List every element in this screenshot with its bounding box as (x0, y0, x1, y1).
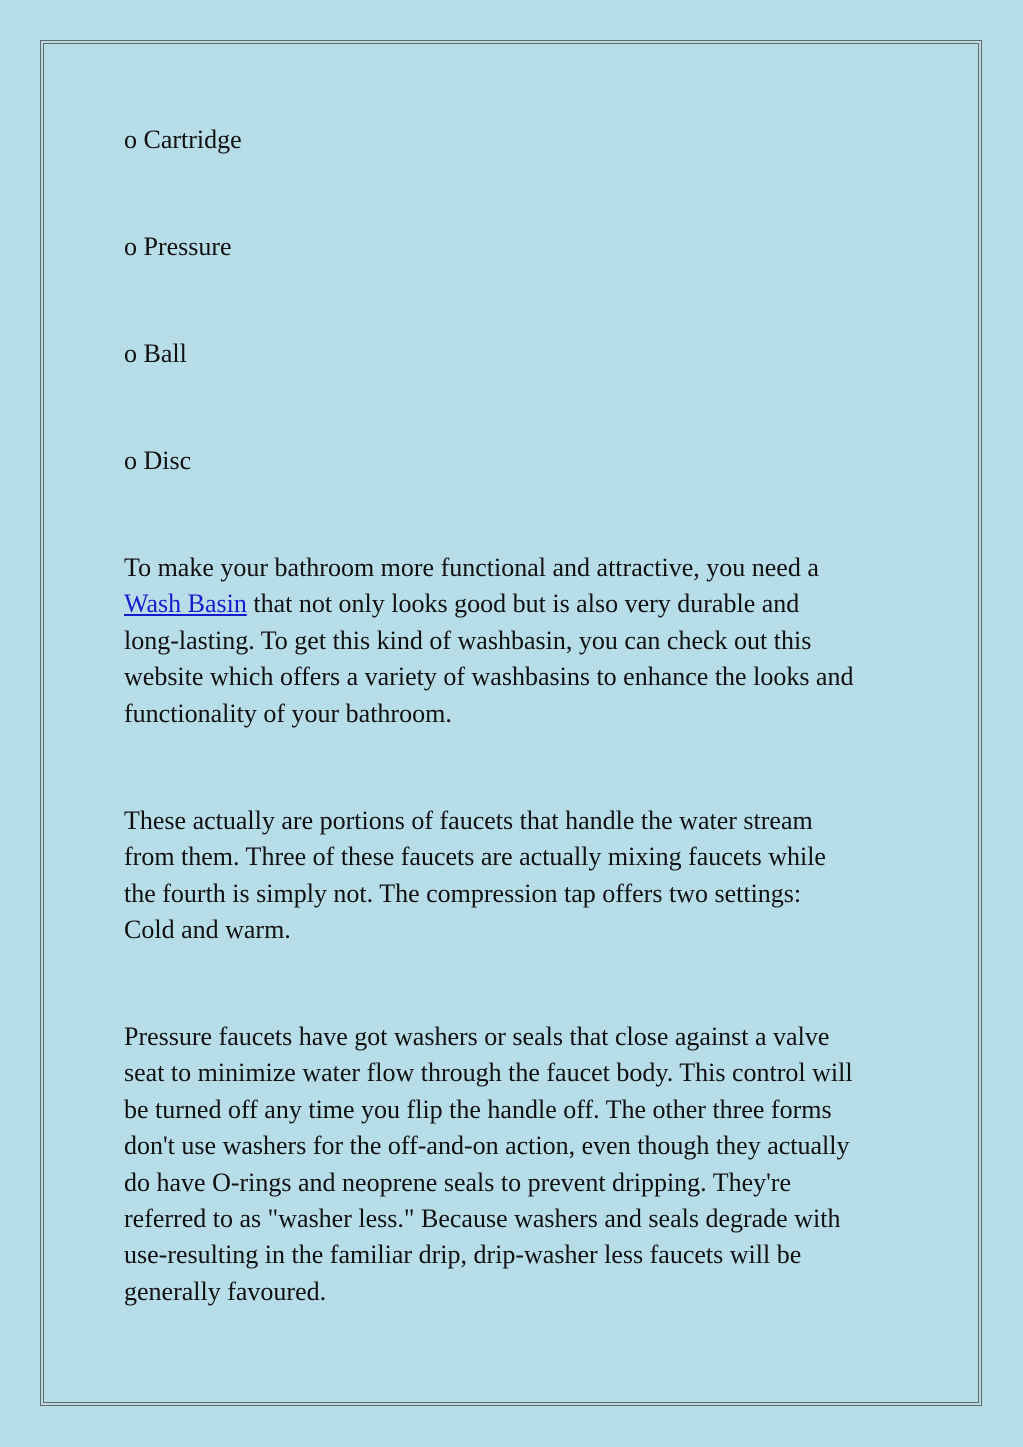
paragraph-line: don't use washers for the off-and-on action, even though they actually (124, 1131, 850, 1161)
paragraph-line: do have O-rings and neoprene seals to prevent dripping. They're (124, 1167, 791, 1197)
list-item-cartridge: o Cartridge (124, 125, 242, 154)
paragraph-line: the fourth is simply not. The compression tap offers two settings: (124, 878, 802, 908)
paragraph-line: Pressure faucets have got washers or seals that close against a valve (124, 1022, 830, 1051)
paragraph-line: generally favoured. (124, 1276, 327, 1306)
list-item-disc: o Disc (124, 446, 192, 475)
paragraph-line: be turned off any time you flip the handle off. The other three forms (124, 1094, 832, 1124)
paragraph-line: long-lasting. To get this kind of washbasin, you can check out this (124, 625, 812, 655)
paragraph-pressure-faucets (124, 1019, 904, 1310)
paragraph-wash-basin (124, 550, 904, 732)
list-item-ball: o Ball (124, 339, 187, 368)
paragraph-line: referred to as "washer less." Because washers and seals degrade with (124, 1204, 841, 1234)
paragraph-line: from them. Three of these faucets are actually mixing faucets while (124, 842, 826, 872)
wash-basin-link[interactable]: Wash Basin (124, 589, 247, 619)
paragraph-line-rest: that not only looks good but is also very durable and (246, 589, 800, 619)
paragraph-faucet-portions (124, 803, 904, 949)
paragraph-line: To make your bathroom more functional and attractive, you need a (124, 553, 819, 582)
paragraph-line: functionality of your bathroom. (124, 698, 452, 728)
paragraph-line: seat to minimize water flow through the faucet body. This control will (124, 1058, 853, 1088)
paragraph-line: use-resulting in the familiar drip, drip-washer less faucets will be (124, 1240, 802, 1270)
list-item-pressure: o Pressure (124, 232, 232, 261)
paragraph-line: Cold and warm. (124, 915, 291, 945)
paragraph-line (124, 586, 904, 622)
paragraph-line: website which offers a variety of washbasins to enhance the looks and (124, 662, 854, 692)
paragraph-line: These actually are portions of faucets that handle the water stream (124, 806, 813, 835)
